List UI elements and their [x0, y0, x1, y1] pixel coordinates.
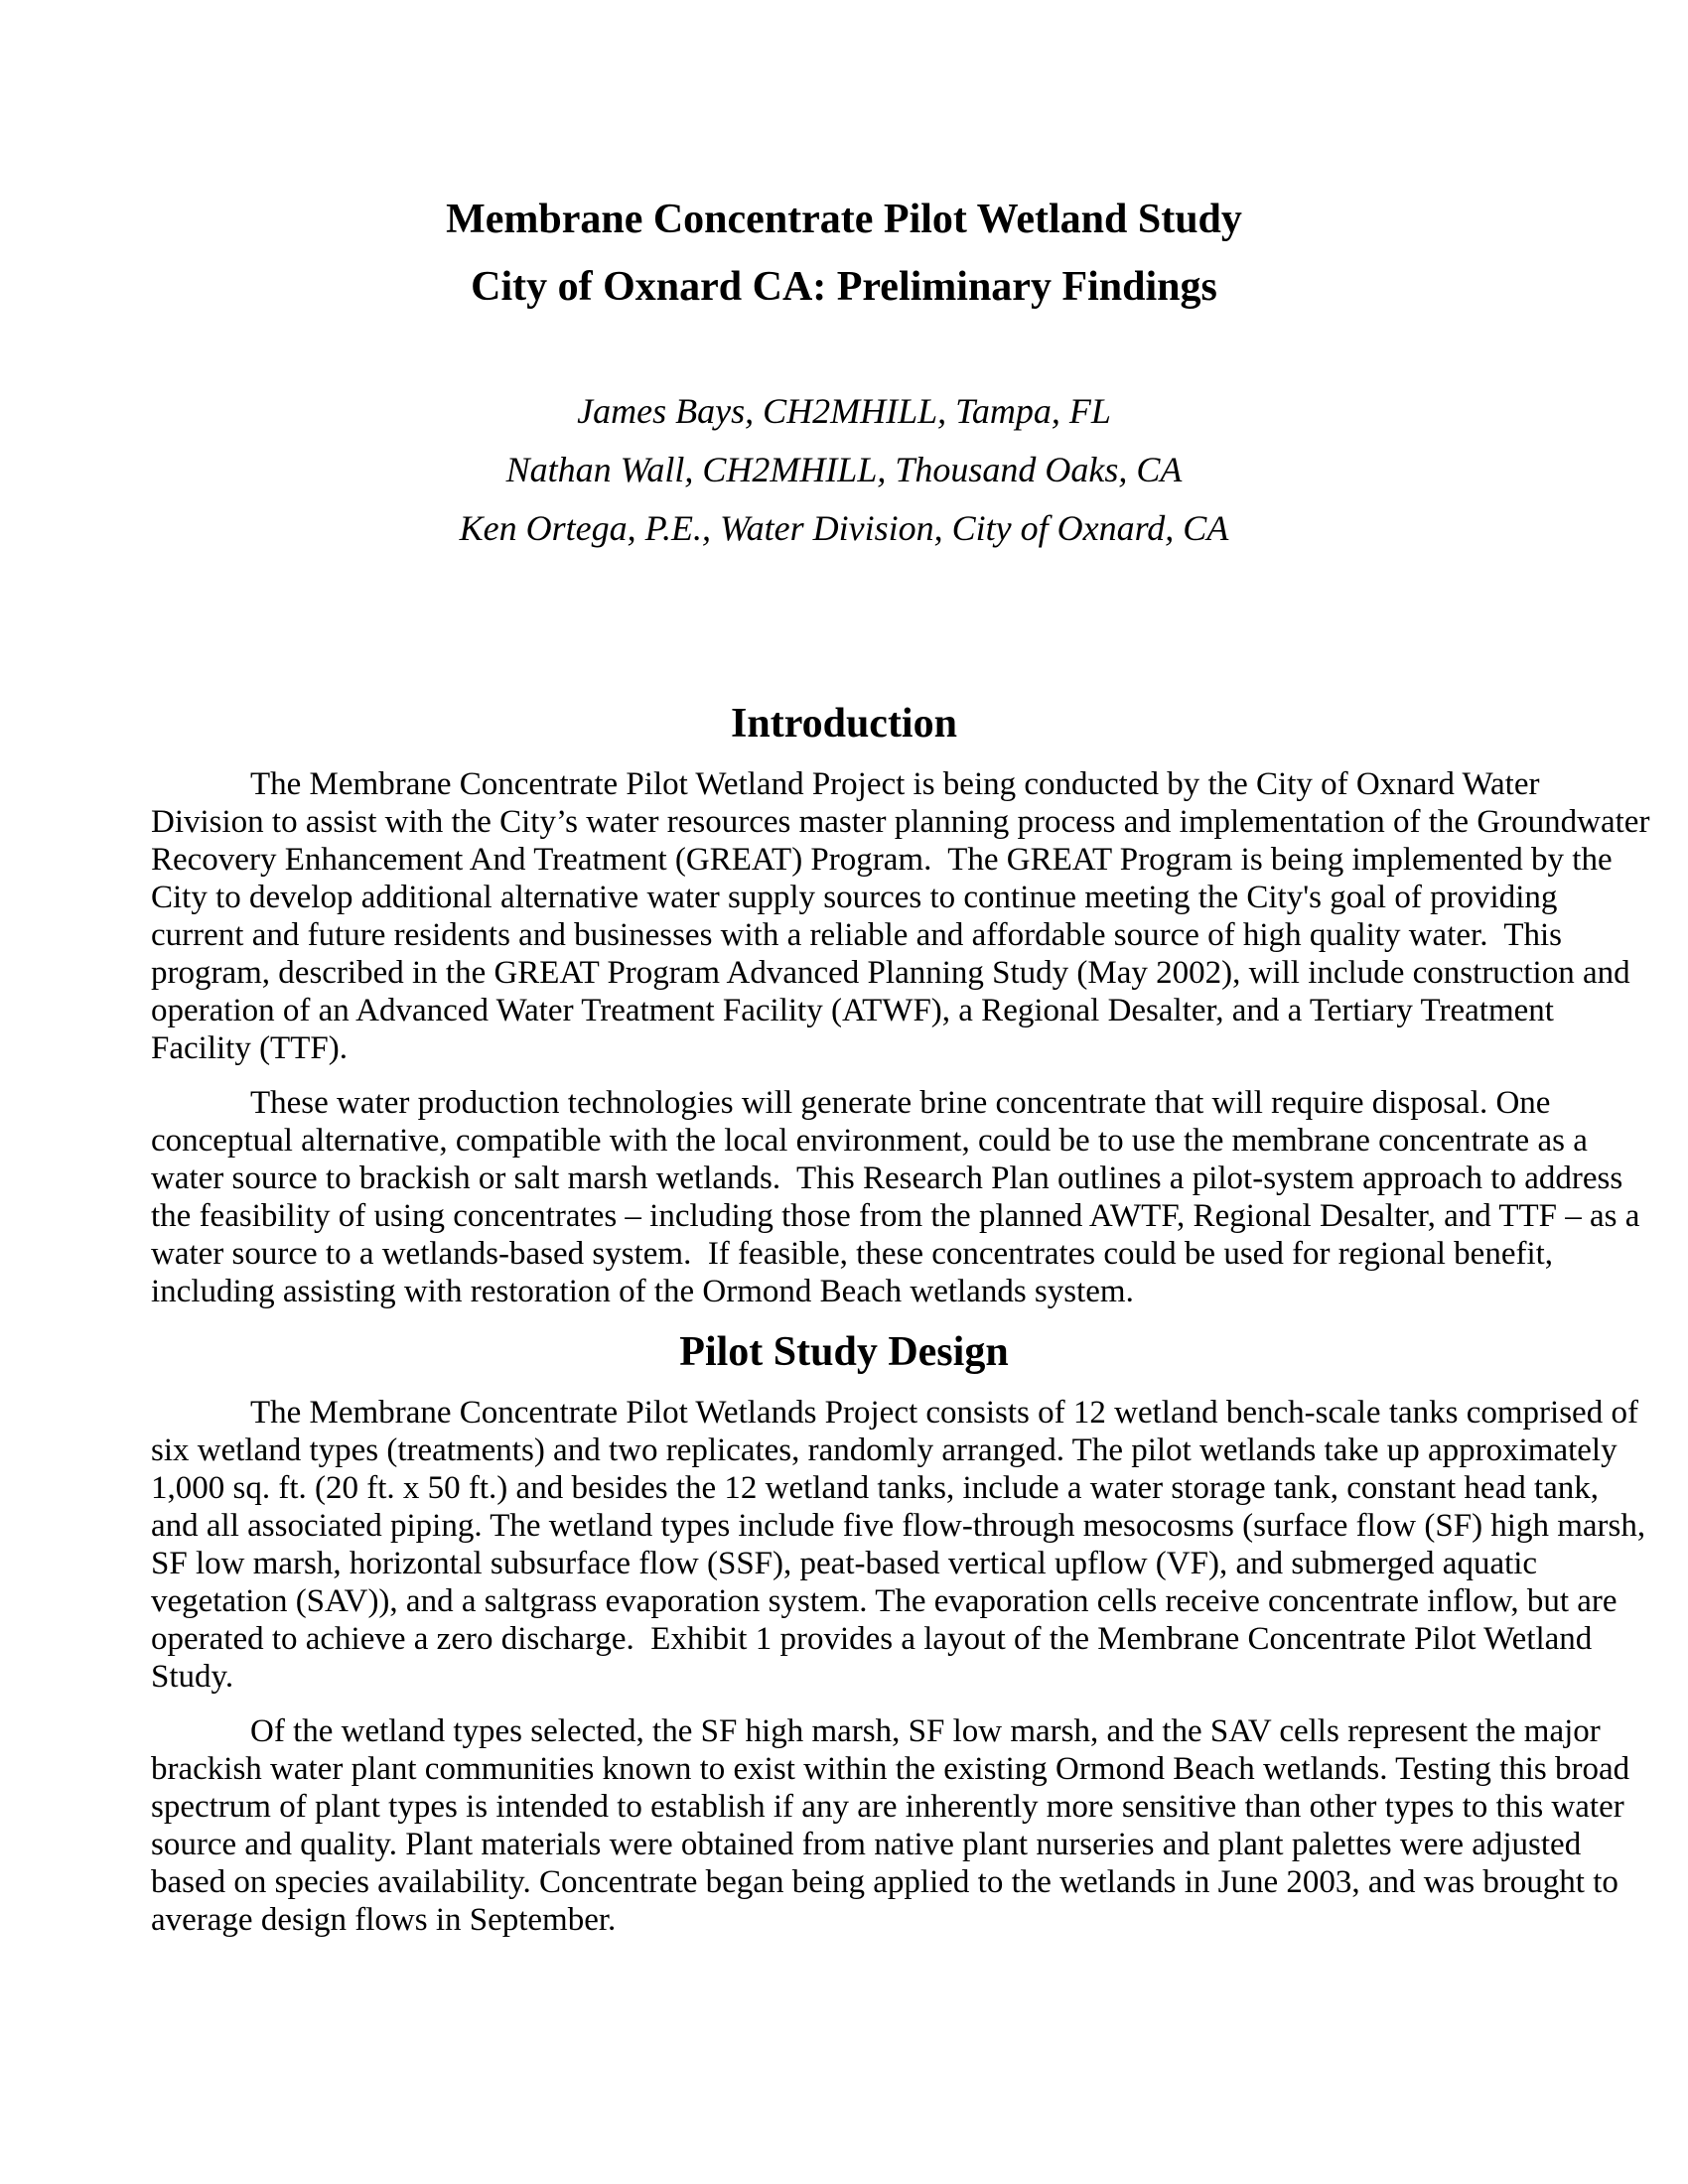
paragraph-introduction-2: [151, 1084, 1640, 1310]
text-line: based on species availability. Concentrate began being applied to the wetlands in June 2003, and was brought to: [151, 1864, 1618, 1900]
text-line: the feasibility of using concentrates – including those from the planned AWTF, Regional Desalter, and TTF – as a: [151, 1198, 1640, 1234]
text-line: Study.: [151, 1659, 234, 1695]
text-line: SF low marsh, horizontal subsurface flow (SSF), peat-based vertical upflow (VF), and submerged aquatic: [151, 1546, 1538, 1581]
text-line: Facility (TTF).: [151, 1030, 348, 1066]
text-line: program, described in the GREAT Program Advanced Planning Study (May 2002), will include construction and: [151, 955, 1630, 991]
document-title-line-1: Membrane Concentrate Pilot Wetland Study: [446, 197, 1242, 242]
text-line: source and quality. Plant materials were obtained from native plant nurseries and plant palettes were adjusted: [151, 1827, 1582, 1862]
text-line: Of the wetland types selected, the SF high marsh, SF low marsh, and the SAV cells represent the major: [250, 1713, 1601, 1749]
document-title-line-2: City of Oxnard CA: Preliminary Findings: [471, 264, 1217, 310]
text-line: City to develop additional alternative water supply sources to continue meeting the City's goal of providing: [151, 880, 1558, 915]
text-line: vegetation (SAV)), and a saltgrass evaporation system. The evaporation cells receive concentrate inflow, but are: [151, 1583, 1618, 1619]
text-line: average design flows in September.: [151, 1902, 617, 1938]
text-line: The Membrane Concentrate Pilot Wetland Project is being conducted by the City of Oxnard Water: [250, 766, 1540, 802]
text-line: Division to assist with the City’s water resources master planning process and implementation of the Groundwater: [151, 804, 1650, 840]
author-line-3: Ken Ortega, P.E., Water Division, City of Oxnard, CA: [459, 508, 1229, 548]
text-line: six wetland types (treatments) and two replicates, randomly arranged. The pilot wetlands take up approximately: [151, 1433, 1618, 1468]
text-line: 1,000 sq. ft. (20 ft. x 50 ft.) and besides the 12 wetland tanks, include a water storage tank, constant head tank,: [151, 1470, 1600, 1506]
paragraph-pilot-study-2: [151, 1712, 1630, 1939]
text-line: water source to a wetlands-based system. If feasible, these concentrates could be used for regional benefit,: [151, 1236, 1554, 1272]
text-line: including assisting with restoration of the Ormond Beach wetlands system.: [151, 1274, 1134, 1309]
text-line: water source to brackish or salt marsh wetlands. This Research Plan outlines a pilot-system approach to address: [151, 1160, 1623, 1196]
author-block: [151, 389, 1537, 550]
text-line: operation of an Advanced Water Treatment Facility (ATWF), a Regional Desalter, and a Tertiary Treatment: [151, 993, 1554, 1028]
text-line: brackish water plant communities known to exist within the existing Ormond Beach wetlands. Testing this broad: [151, 1751, 1630, 1787]
section-heading-introduction: Introduction: [731, 701, 957, 747]
text-line: Recovery Enhancement And Treatment (GREAT) Program. The GREAT Program is being implemented by the: [151, 842, 1613, 878]
text-line: conceptual alternative, compatible with the local environment, could be to use the membrane concentrate as a: [151, 1123, 1588, 1159]
text-line: and all associated piping. The wetland types include five flow-through mesocosms (surface flow (SF) high marsh,: [151, 1508, 1646, 1544]
section-heading-pilot-study-design: Pilot Study Design: [679, 1329, 1009, 1375]
paragraph-introduction-1: [151, 765, 1650, 1067]
text-line: spectrum of plant types is intended to establish if any are inherently more sensitive than other types to this water: [151, 1789, 1624, 1825]
text-line: The Membrane Concentrate Pilot Wetlands Project consists of 12 wetland bench-scale tanks comprised of: [250, 1395, 1638, 1431]
author-line-1: James Bays, CH2MHILL, Tampa, FL: [577, 391, 1111, 431]
author-line-2: Nathan Wall, CH2MHILL, Thousand Oaks, CA: [505, 450, 1183, 489]
text-line: current and future residents and businesses with a reliable and affordable source of high quality water. This: [151, 917, 1563, 953]
paragraph-pilot-study-1: [151, 1394, 1646, 1696]
text-line: These water production technologies will generate brine concentrate that will require disposal. One: [250, 1085, 1551, 1121]
text-line: operated to achieve a zero discharge. Exhibit 1 provides a layout of the Membrane Concentrate Pilot Wetland: [151, 1621, 1593, 1657]
